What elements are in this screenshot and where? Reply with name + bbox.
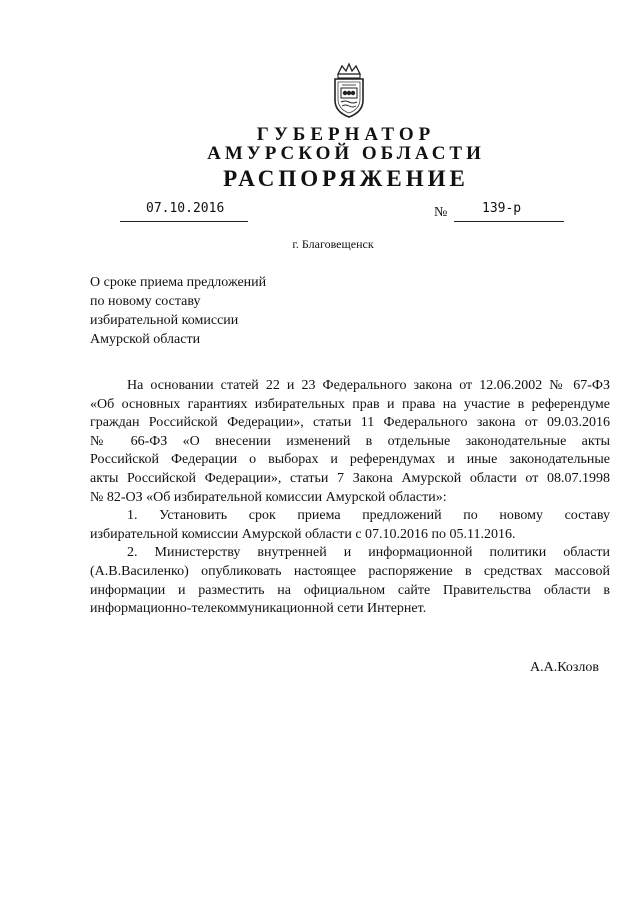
subject-line: Амурской области	[90, 332, 201, 347]
body-line: 2. Министерству внутренней и информационной политики области	[127, 545, 610, 561]
body-line: избирательной комиссии Амурской области с 07.10.2016 по 05.11.2016.	[90, 526, 516, 542]
city-line: г. Благовещенск	[292, 237, 374, 251]
number-underline	[454, 221, 564, 222]
body-line: информационно-телекоммуникационной сети Интернет.	[90, 601, 427, 617]
body-line: «Об основных гарантиях избирательных прав и права на участие в референдуме	[90, 396, 610, 412]
document-number: 139-р	[482, 201, 522, 216]
body-line: Российской Федерации о выборах и референдумах и иные законодательные	[90, 452, 610, 468]
number-label: №	[434, 205, 448, 220]
date-underline	[120, 221, 248, 222]
authority-title: ГУБЕРНАТОР	[256, 124, 436, 145]
emblem-icon	[324, 62, 374, 120]
body-line: (А.В.Василенко) опубликовать настоящее распоряжение в средствах массовой	[90, 563, 610, 579]
body-line: № 66-ФЗ «О внесении изменений в отдельные законодательные акты	[90, 433, 610, 449]
document-body	[90, 377, 610, 619]
document-type: РАСПОРЯЖЕНИЕ	[223, 166, 469, 191]
authority-region: АМУРСКОЙ ОБЛАСТИ	[207, 143, 485, 164]
body-line: 1. Установить срок приема предложений по новому составу	[127, 508, 610, 524]
subject-line: О сроке приема предложений	[90, 275, 267, 290]
body-line: № 82-ОЗ «Об избирательной комиссии Амурской области»:	[90, 489, 447, 505]
body-line: информации и разместить на официальном сайте Правительства области в	[90, 582, 610, 598]
body-line: граждан Российской Федерации», статьи 11 Федерального закона от 09.03.2016	[90, 415, 610, 431]
subject-line: избирательной комиссии	[90, 313, 239, 328]
signer-name: А.А.Козлов	[530, 660, 599, 675]
body-line: На основании статей 22 и 23 Федерального закона от 12.06.2002 № 67-ФЗ	[127, 378, 610, 393]
body-line: акты Российской Федерации», статьи 7 Закона Амурской области от 08.07.1998	[90, 470, 610, 486]
coat-of-arms-emblem	[324, 62, 374, 120]
document-date: 07.10.2016	[146, 201, 225, 216]
subject-line: по новому составу	[90, 294, 201, 309]
document-subject	[90, 273, 350, 349]
